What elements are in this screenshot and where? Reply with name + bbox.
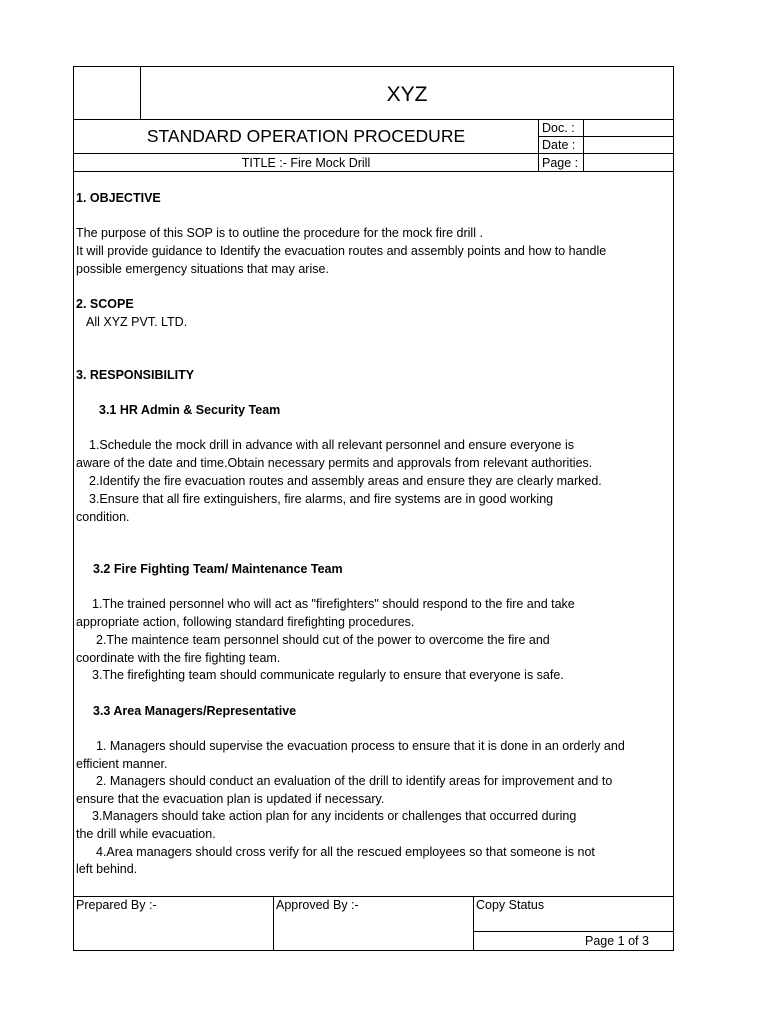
date-label: Date : bbox=[542, 138, 576, 152]
objective-line: possible emergency situations that may arise. bbox=[76, 262, 329, 276]
managers-line: 2. Managers should conduct an evaluation of the drill to identify areas for improvement and to bbox=[96, 774, 613, 788]
logo-placeholder bbox=[74, 67, 140, 119]
objective-line: The purpose of this SOP is to outline the procedure for the mock fire drill . bbox=[76, 226, 483, 240]
page-of-label: Page 1 of 3 bbox=[585, 934, 649, 948]
doc-label: Doc. : bbox=[542, 121, 575, 135]
fire-line: 1.The trained personnel who will act as "firefighters" should respond to the fire and take bbox=[92, 597, 575, 611]
fire-line: appropriate action, following standard firefighting procedures. bbox=[76, 615, 415, 629]
managers-line: 4.Area managers should cross verify for all the rescued employees so that someone is not bbox=[96, 845, 595, 859]
fire-line: 3.The firefighting team should communicate regularly to ensure that everyone is safe. bbox=[92, 668, 564, 682]
managers-line: 3.Managers should take action plan for any incidents or challenges that occurred during bbox=[92, 809, 577, 823]
managers-line: the drill while evacuation. bbox=[76, 827, 216, 841]
managers-line: left behind. bbox=[76, 862, 138, 876]
footer-divider bbox=[73, 896, 674, 897]
hr-line: condition. bbox=[76, 510, 130, 524]
document-title: TITLE :- Fire Mock Drill bbox=[241, 156, 371, 170]
meta-label-divider bbox=[538, 119, 539, 172]
prepared-by-label: Prepared By :- bbox=[76, 898, 157, 912]
responsibility-heading: 3. RESPONSIBILITY bbox=[76, 368, 195, 382]
scope-text: All XYZ PVT. LTD. bbox=[86, 315, 188, 329]
managers-heading: 3.3 Area Managers/Representative bbox=[93, 704, 297, 718]
hr-line: 1.Schedule the mock drill in advance with all relevant personnel and ensure everyone is bbox=[89, 438, 575, 452]
document-type: STANDARD OPERATION PROCEDURE bbox=[146, 126, 466, 146]
managers-line: 1. Managers should supervise the evacuation process to ensure that it is done in an orderly and bbox=[96, 739, 625, 753]
scope-heading: 2. SCOPE bbox=[76, 297, 134, 311]
fire-line: coordinate with the fire fighting team. bbox=[76, 651, 281, 665]
managers-line: ensure that the evacuation plan is updated if necessary. bbox=[76, 792, 385, 806]
approved-by-label: Approved By :- bbox=[276, 898, 359, 912]
managers-line: efficient manner. bbox=[76, 757, 168, 771]
fire-line: 2.The maintence team personnel should cut of the power to overcome the fire and bbox=[96, 633, 550, 647]
meta-value-divider bbox=[583, 119, 584, 172]
company-name: XYZ bbox=[386, 83, 428, 106]
hr-line: 2.Identify the fire evacuation routes and assembly areas and ensure they are clearly marked. bbox=[89, 474, 602, 488]
hr-heading: 3.1 HR Admin & Security Team bbox=[99, 403, 281, 417]
hr-line: aware of the date and time.Obtain necessary permits and approvals from relevant authorities. bbox=[76, 456, 593, 470]
footer-col-divider-2 bbox=[473, 896, 474, 951]
page-label: Page : bbox=[542, 156, 579, 170]
footer-col-divider-1 bbox=[273, 896, 274, 951]
fire-heading: 3.2 Fire Fighting Team/ Maintenance Team bbox=[93, 562, 343, 576]
objective-line: It will provide guidance to Identify the evacuation routes and assembly points and how to handle bbox=[76, 244, 607, 258]
objective-heading: 1. OBJECTIVE bbox=[76, 191, 161, 205]
hr-line: 3.Ensure that all fire extinguishers, fire alarms, and fire systems are in good working bbox=[89, 492, 554, 506]
copy-status-label: Copy Status bbox=[476, 898, 545, 912]
